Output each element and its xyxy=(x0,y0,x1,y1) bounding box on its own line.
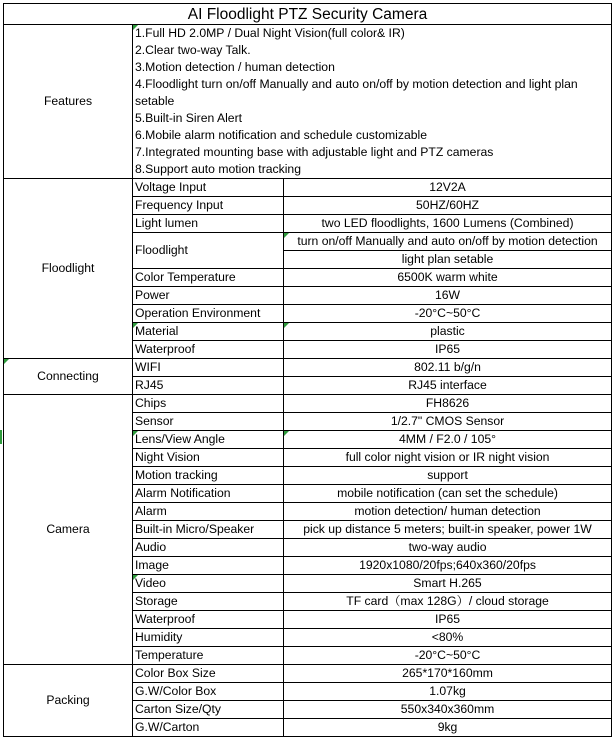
spec-row xyxy=(4,359,612,377)
spec-label[interactable]: RJ45 xyxy=(133,377,284,395)
spec-label[interactable]: Waterproof xyxy=(133,611,284,629)
spec-value[interactable]: 802.11 b/g/n xyxy=(284,359,612,377)
spec-value[interactable]: full color night vision or IR night vision xyxy=(284,449,612,467)
feature-line: setable xyxy=(135,94,175,108)
spec-value[interactable]: IP65 xyxy=(284,611,612,629)
spec-value[interactable]: two-way audio xyxy=(284,539,612,557)
spec-label[interactable]: Power xyxy=(133,287,284,305)
spec-value[interactable]: 550x340x360mm xyxy=(284,701,612,719)
spec-label[interactable]: Frequency Input xyxy=(133,197,284,215)
feature-line: 2.Clear two-way Talk. xyxy=(135,43,251,57)
spec-label[interactable]: Night Vision xyxy=(133,449,284,467)
spec-label[interactable]: Image xyxy=(133,557,284,575)
spec-label[interactable]: Color Box Size xyxy=(133,665,284,683)
spec-value[interactable]: plastic xyxy=(284,323,612,341)
spec-value[interactable]: FH8626 xyxy=(284,395,612,413)
spec-table xyxy=(3,3,612,737)
spec-row xyxy=(4,179,612,197)
spec-label[interactable]: Temperature xyxy=(133,647,284,665)
spec-value[interactable]: two LED floodlights, 1600 Lumens (Combined) xyxy=(284,215,612,233)
spec-label[interactable]: Built-in Micro/Speaker xyxy=(133,521,284,539)
spec-value[interactable]: pick up distance 5 meters; built-in speaker, power 1W xyxy=(284,521,612,539)
spec-label[interactable]: Alarm xyxy=(133,503,284,521)
features-list[interactable] xyxy=(133,25,612,179)
spec-value[interactable]: TF card（max 128G）/ cloud storage xyxy=(284,593,612,611)
spec-label[interactable]: Carton Size/Qty xyxy=(133,701,284,719)
spec-label[interactable]: Video xyxy=(133,575,284,593)
spec-value[interactable]: mobile notification (can set the schedule) xyxy=(284,485,612,503)
spec-label[interactable]: Humidity xyxy=(133,629,284,647)
spec-value[interactable]: 265*170*160mm xyxy=(284,665,612,683)
spec-value[interactable]: 1.07kg xyxy=(284,683,612,701)
spec-value[interactable]: 1920x1080/20fps;640x360/20fps xyxy=(284,557,612,575)
spec-label[interactable]: Voltage Input xyxy=(133,179,284,197)
spec-label[interactable]: Color Temperature xyxy=(133,269,284,287)
feature-line: 5.Built-in Siren Alert xyxy=(135,111,243,125)
spec-value[interactable]: Smart H.265 xyxy=(284,575,612,593)
spec-label[interactable]: Floodlight xyxy=(133,233,284,269)
category-camera[interactable]: Camera xyxy=(4,395,133,665)
sheet-title[interactable]: AI Floodlight PTZ Security Camera xyxy=(4,4,612,25)
spec-value[interactable]: motion detection/ human detection xyxy=(284,503,612,521)
spec-label[interactable]: Storage xyxy=(133,593,284,611)
feature-line: 6.Mobile alarm notification and schedule customizable xyxy=(135,128,427,142)
feature-line: 7.Integrated mounting base with adjustable light and PTZ cameras xyxy=(135,145,494,159)
spec-value[interactable]: <80% xyxy=(284,629,612,647)
spec-label[interactable]: Chips xyxy=(133,395,284,413)
spec-label[interactable]: Lens/View Angle xyxy=(133,431,284,449)
spec-value[interactable]: IP65 xyxy=(284,341,612,359)
feature-line: 8.Support auto motion tracking xyxy=(135,162,301,176)
spec-value[interactable]: turn on/off Manually and auto on/off by motion detection xyxy=(284,233,612,251)
spec-row xyxy=(4,665,612,683)
spec-label[interactable]: Alarm Notification xyxy=(133,485,284,503)
spec-label[interactable]: Operation Environment xyxy=(133,305,284,323)
row-marker xyxy=(0,430,2,444)
features-row xyxy=(4,25,612,179)
category-floodlight[interactable]: Floodlight xyxy=(4,179,133,359)
category-packing[interactable]: Packing xyxy=(4,665,133,737)
spec-label[interactable]: G.W/Carton xyxy=(133,719,284,737)
spec-label[interactable]: G.W/Color Box xyxy=(133,683,284,701)
spec-label[interactable]: Material xyxy=(133,323,284,341)
category-features[interactable]: Features xyxy=(4,25,133,179)
category-connecting[interactable]: Connecting xyxy=(4,359,133,395)
spec-value[interactable]: 16W xyxy=(284,287,612,305)
spec-value[interactable]: 12V2A xyxy=(284,179,612,197)
spec-label[interactable]: Light lumen xyxy=(133,215,284,233)
spec-value[interactable]: -20°C~50°C xyxy=(284,305,612,323)
spec-label[interactable]: Audio xyxy=(133,539,284,557)
feature-line: 1.Full HD 2.0MP / Dual Night Vision(full color& IR) xyxy=(135,26,405,40)
spec-value[interactable]: 4MM / F2.0 / 105° xyxy=(284,431,612,449)
spec-value[interactable]: support xyxy=(284,467,612,485)
title-row xyxy=(4,4,612,25)
feature-line: 3.Motion detection / human detection xyxy=(135,60,335,74)
spec-label[interactable]: Waterproof xyxy=(133,341,284,359)
spec-value[interactable]: 9kg xyxy=(284,719,612,737)
spec-value[interactable]: 1/2.7" CMOS Sensor xyxy=(284,413,612,431)
spec-value[interactable]: 6500K warm white xyxy=(284,269,612,287)
spec-value[interactable]: RJ45 interface xyxy=(284,377,612,395)
spec-label[interactable]: WIFI xyxy=(133,359,284,377)
spec-label[interactable]: Sensor xyxy=(133,413,284,431)
spec-row xyxy=(4,395,612,413)
spec-value[interactable]: -20°C~50°C xyxy=(284,647,612,665)
feature-line: 4.Floodlight turn on/off Manually and auto on/off by motion detection and light plan xyxy=(135,77,578,91)
spec-value[interactable]: light plan setable xyxy=(284,251,612,269)
spec-value[interactable]: 50HZ/60HZ xyxy=(284,197,612,215)
spec-label[interactable]: Motion tracking xyxy=(133,467,284,485)
